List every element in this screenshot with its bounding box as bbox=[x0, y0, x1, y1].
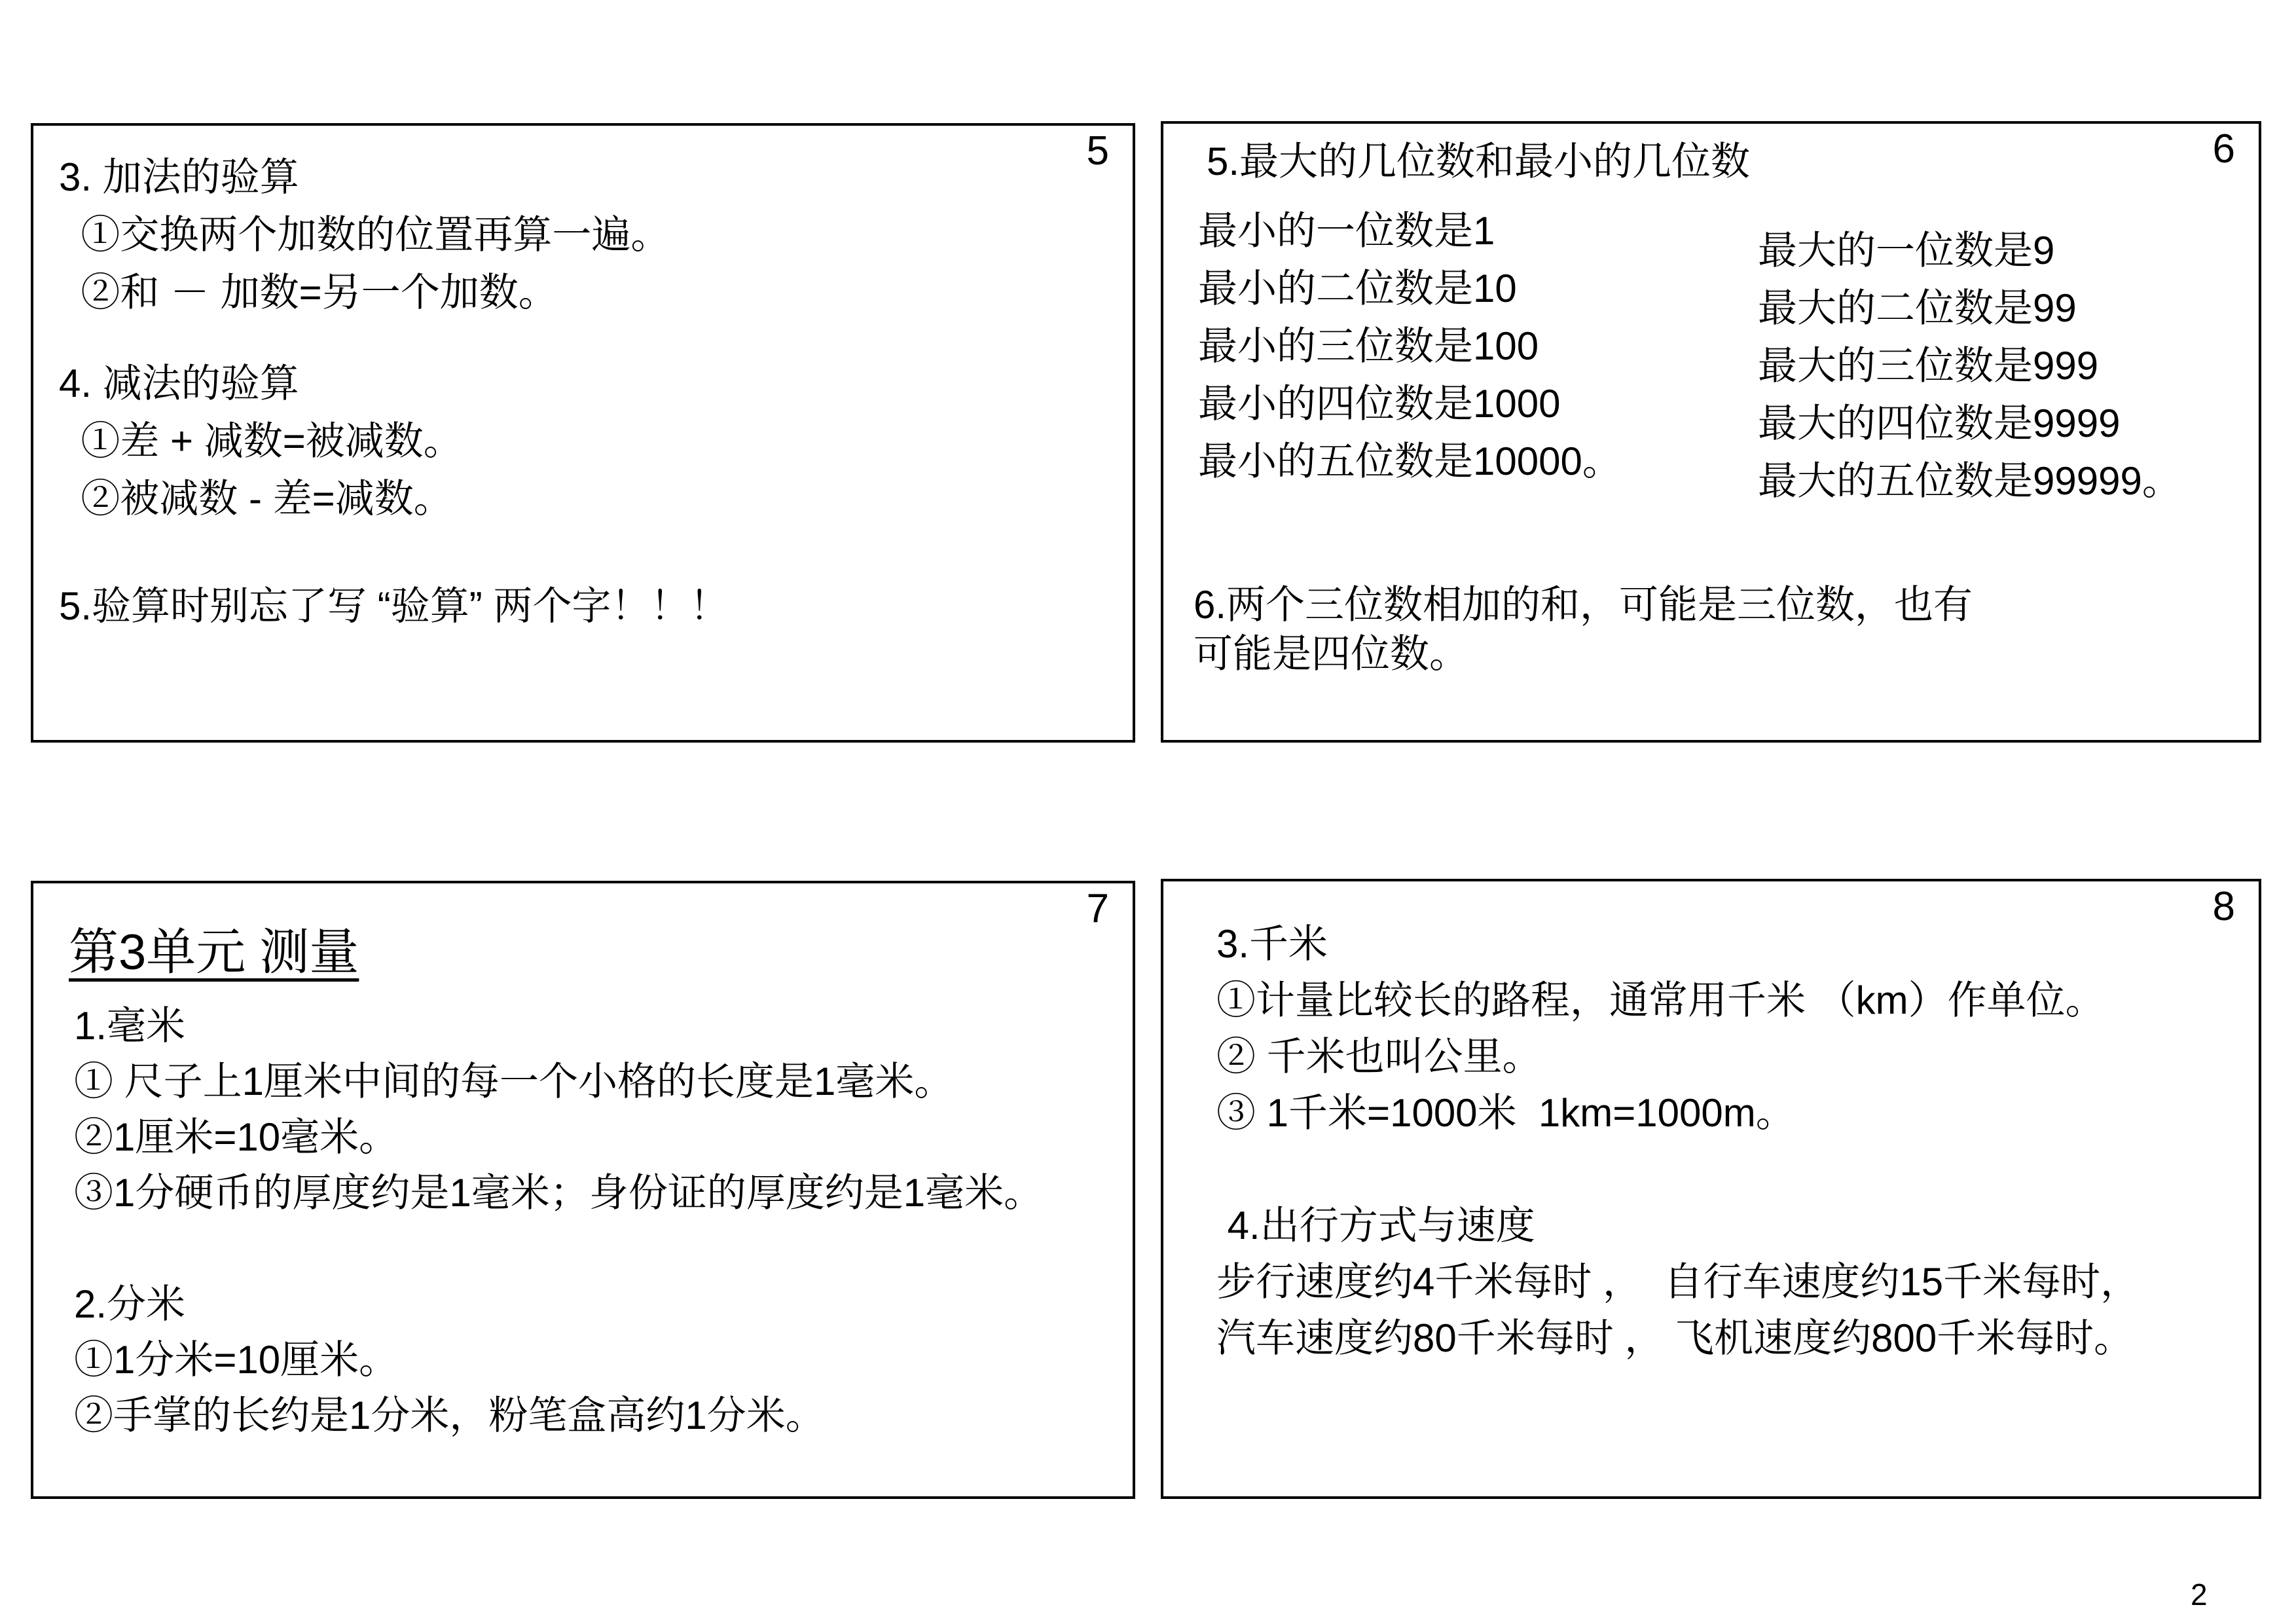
largest-numbers-column bbox=[1758, 222, 2181, 510]
text-line: 最小的三位数是100 bbox=[1198, 324, 1539, 368]
document-page-number: 2 bbox=[2191, 1578, 2208, 1612]
text-line: 4. 减法的验算 bbox=[59, 361, 299, 405]
text-line: ①差 + 减数=被减数。 bbox=[59, 419, 463, 463]
text-line: ②被减数 - 差=减数。 bbox=[59, 477, 453, 521]
slide-8-body bbox=[1216, 916, 2140, 1367]
text-line: 最小的五位数是10000。 bbox=[1198, 439, 1622, 483]
text-line: ③1分硬币的厚度约是1毫米；身份证的厚度约是1毫米。 bbox=[74, 1171, 1044, 1215]
blank-line bbox=[59, 528, 729, 578]
text-line: ②手掌的长约是1分米，粉笔盒高约1分米。 bbox=[74, 1393, 825, 1437]
slide-7-body bbox=[74, 998, 1043, 1443]
text-line: 最大的五位数是99999。 bbox=[1758, 459, 2181, 503]
slide-6-page-number: 6 bbox=[2212, 126, 2235, 172]
text-line: 汽车速度约80千米每时 ， 飞机速度约800千米每时。 bbox=[1216, 1316, 2134, 1360]
text-line: 最小的二位数是10 bbox=[1198, 267, 1517, 310]
text-line: ① 尺子上1厘米中间的每一个小格的长度是1毫米。 bbox=[74, 1060, 954, 1103]
slide-6 bbox=[1161, 121, 2261, 743]
smallest-numbers-column bbox=[1198, 202, 1622, 490]
slide-8 bbox=[1161, 879, 2261, 1499]
text-line: ①计量比较长的路程，通常用千米 （km）作单位。 bbox=[1216, 978, 2105, 1022]
text-line: ①交换两个加数的位置再算一遍。 bbox=[59, 213, 670, 257]
blank-line bbox=[59, 322, 729, 355]
text-line: 可能是四位数。 bbox=[1194, 632, 1468, 676]
text-line: 最大的四位数是9999 bbox=[1758, 401, 2121, 445]
text-line: ②1厘米=10毫米。 bbox=[74, 1115, 399, 1159]
text-line: 3.千米 bbox=[1216, 922, 1328, 966]
blank-line bbox=[74, 1221, 1043, 1276]
slide-6-note bbox=[1194, 580, 1973, 678]
slide-6-title: 5.最大的几位数和最小的几位数 bbox=[1207, 139, 1751, 183]
text-line: 6.两个三位数相加的和，可能是三位数，也有 bbox=[1194, 583, 1973, 627]
text-line: ②和 － 加数=另一个加数。 bbox=[59, 270, 558, 314]
text-line: ③ 1千米=1000米 1km=1000m。 bbox=[1216, 1091, 1795, 1135]
text-line: 5.验算时别忘了写 “验算” 两个字！！！ bbox=[59, 584, 729, 628]
slide-5-page-number: 5 bbox=[1086, 128, 1109, 174]
text-line: 2.分米 bbox=[74, 1282, 186, 1326]
text-line: 最大的三位数是999 bbox=[1758, 344, 2099, 388]
text-line: 最大的二位数是99 bbox=[1758, 286, 2077, 330]
slide-8-page-number: 8 bbox=[2212, 884, 2235, 929]
slide-7-title: 第3单元 测量 bbox=[69, 925, 359, 980]
slide-5 bbox=[31, 123, 1135, 743]
text-line: ② 千米也叫公里。 bbox=[1216, 1035, 1542, 1079]
blank-line bbox=[1216, 1141, 2140, 1198]
text-line: 最小的四位数是1000 bbox=[1198, 382, 1561, 426]
text-line: 1.毫米 bbox=[74, 1004, 186, 1048]
text-line: 步行速度约4千米每时 ， 自行车速度约15千米每时， bbox=[1216, 1260, 2140, 1304]
slide-7-page-number: 7 bbox=[1086, 886, 1109, 931]
text-line: ①1分米=10厘米。 bbox=[74, 1338, 399, 1382]
text-line: 3. 加法的验算 bbox=[59, 155, 299, 199]
text-line: 最小的一位数是1 bbox=[1198, 209, 1495, 253]
slide-5-body bbox=[59, 149, 729, 635]
text-line: 最大的一位数是9 bbox=[1758, 229, 2055, 272]
slide-7 bbox=[31, 881, 1135, 1499]
text-line: 4.出行方式与速度 bbox=[1216, 1204, 1535, 1247]
